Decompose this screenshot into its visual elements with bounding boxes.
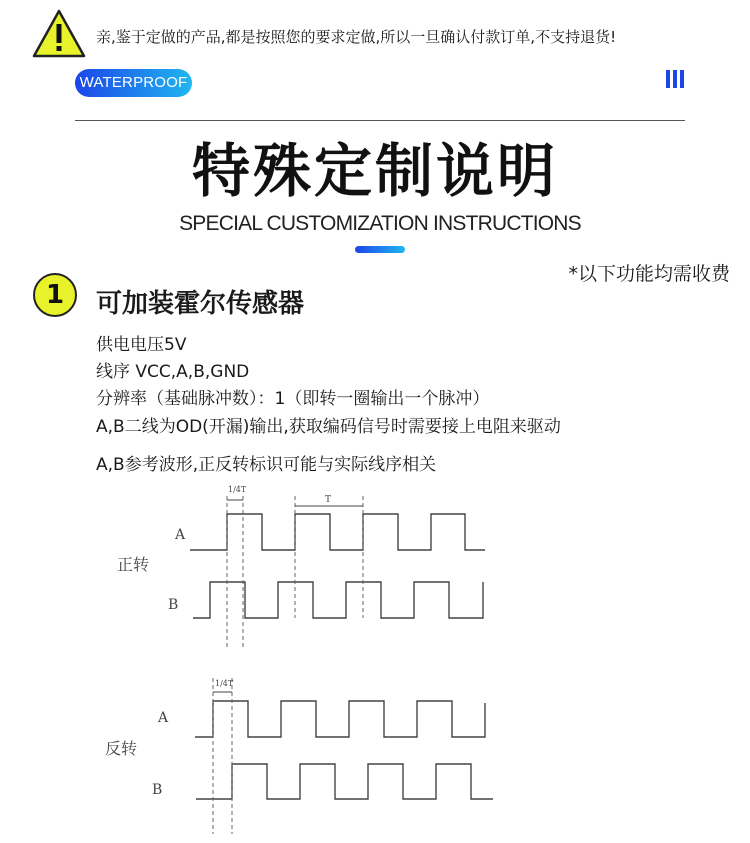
waterproof-badge: WATERPROOF: [75, 69, 192, 97]
reverse-a-waveform: [195, 701, 485, 737]
spec-line-voltage: 供电电压5V: [96, 335, 187, 355]
forward-label: 正转: [117, 555, 150, 574]
forward-b-waveform: [193, 582, 483, 618]
reverse-channel-b-label: B: [152, 782, 163, 798]
reverse-label: 反转: [105, 739, 138, 758]
spec-line-waveform-note: A,B参考波形,正反转标识可能与实际线序相关: [96, 455, 437, 475]
spec-line-output: A,B二线为OD(开漏)输出,获取编码信号时需要接上电阻来驱动: [96, 417, 561, 437]
spec-line-wiring: 线序 VCC,A,B,GND: [96, 362, 250, 382]
spec-line-resolution: 分辨率（基础脉冲数）：1（即转一圈输出一个脉冲）: [96, 389, 490, 409]
title-underline: [355, 246, 405, 253]
section-heading: 可加装霍尔传感器: [96, 289, 305, 319]
forward-a-waveform: [190, 514, 485, 550]
no-return-notice: 亲,鉴于定做的产品,都是按照您的要求定做,所以一旦确认付款订单,不支持退货!: [96, 28, 617, 46]
header-divider: [75, 120, 685, 121]
page-title: 特殊定制说明: [191, 137, 558, 205]
quarter-period-label-forward: 1/4T: [228, 485, 247, 494]
reverse-b-waveform: [196, 764, 493, 799]
page-subtitle-english: SPECIAL CUSTOMIZATION INSTRUCTIONS: [179, 212, 581, 235]
forward-channel-b-label: B: [168, 597, 179, 613]
period-label: T: [325, 495, 332, 505]
warning-triangle-icon: [32, 9, 86, 59]
three-bars-icon: [665, 70, 685, 88]
waveform-diagram: [95, 478, 505, 838]
section-number-badge: 1: [33, 273, 77, 317]
fee-note: *以下功能均需收费: [568, 263, 730, 285]
quarter-period-label-reverse: 1/4T: [215, 679, 234, 688]
reverse-channel-a-label: A: [158, 710, 169, 726]
forward-channel-a-label: A: [175, 527, 186, 543]
